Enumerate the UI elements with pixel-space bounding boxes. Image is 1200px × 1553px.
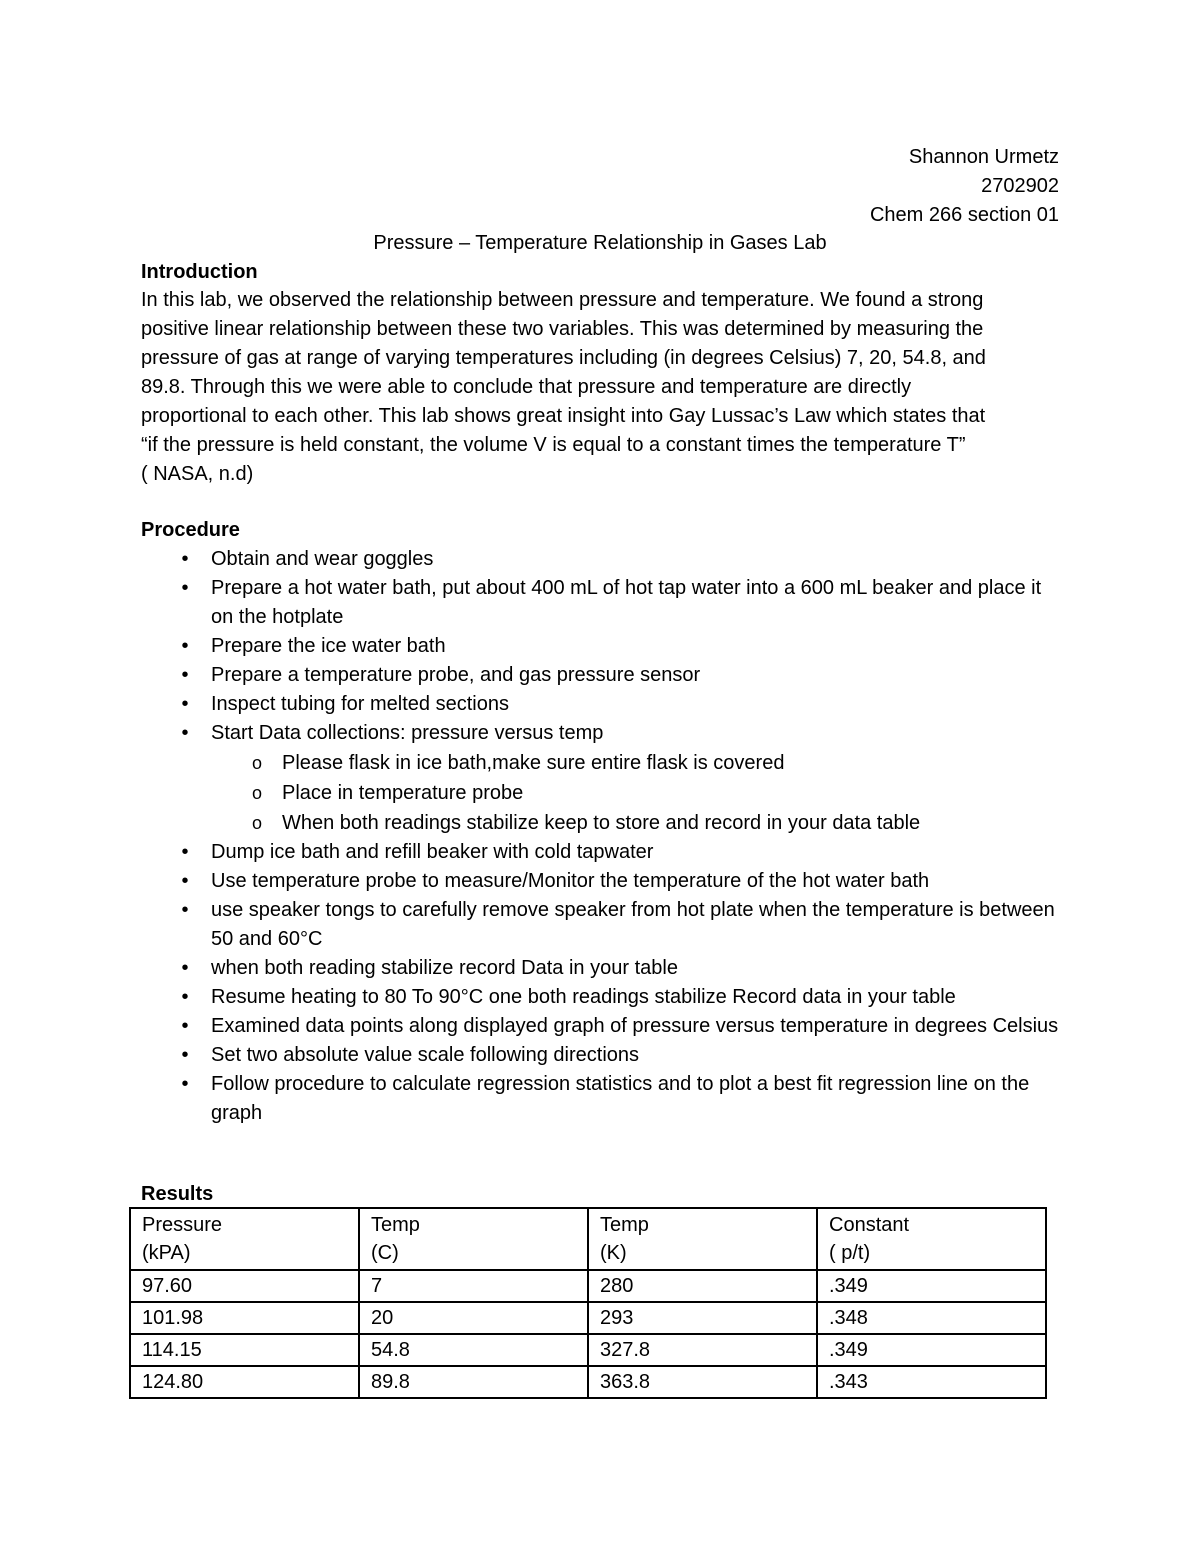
- procedure-step: [141, 661, 1066, 690]
- procedure-step: [141, 545, 1066, 574]
- bullet-icon: •: [181, 1044, 189, 1066]
- procedure-step: [141, 896, 1066, 954]
- procedure-heading: Procedure: [141, 519, 240, 541]
- bullet-icon: •: [181, 986, 189, 1008]
- introduction-line: positive linear relationship between these two variables. This was determined by measuring the: [141, 318, 984, 340]
- column-header-unit: ( p/t): [829, 1242, 871, 1264]
- procedure-substep: [211, 748, 1066, 778]
- bullet-icon: •: [181, 1015, 189, 1037]
- procedure-step: [141, 1012, 1066, 1041]
- results-heading: Results: [141, 1183, 214, 1205]
- introduction-line: proportional to each other. This lab shows great insight into Gay Lussac’s Law which states that: [141, 405, 986, 427]
- bullet-icon: •: [181, 899, 189, 921]
- table-cell: 20: [359, 1302, 588, 1334]
- introduction-line: In this lab, we observed the relationship between pressure and temperature. We found a strong: [141, 289, 984, 311]
- procedure-step: [141, 632, 1066, 661]
- procedure-substep: [211, 808, 1066, 838]
- table-cell: 54.8: [359, 1334, 588, 1366]
- procedure-step: [141, 719, 1066, 838]
- procedure-step-text: use speaker tongs to carefully remove speaker from hot plate when the temperature is between 50 and 60°C: [211, 899, 1055, 950]
- table-cell: .349: [817, 1334, 1046, 1366]
- column-header-label: Pressure: [142, 1214, 223, 1236]
- procedure-step-text: Set two absolute value scale following directions: [211, 1044, 640, 1066]
- procedure-step: [141, 838, 1066, 867]
- table-header-cell: [817, 1208, 1046, 1270]
- procedure-step-text: Obtain and wear goggles: [211, 548, 434, 570]
- table-cell: .343: [817, 1366, 1046, 1398]
- table-row: [130, 1334, 1046, 1366]
- table-cell: 101.98: [130, 1302, 359, 1334]
- procedure-step-text: Inspect tubing for melted sections: [211, 693, 509, 715]
- table-cell: 293: [588, 1302, 817, 1334]
- procedure-step: [141, 954, 1066, 983]
- bullet-icon: •: [181, 841, 189, 863]
- procedure-step-text: Start Data collections: pressure versus temp: [211, 722, 604, 744]
- procedure-step: [141, 1041, 1066, 1070]
- bullet-icon: •: [181, 957, 189, 979]
- column-header-label: Constant: [829, 1214, 910, 1236]
- procedure-step: [141, 690, 1066, 719]
- procedure-step-text: Examined data points along displayed graph of pressure versus temperature in degrees Celsius: [211, 1015, 1059, 1037]
- bullet-icon: •: [181, 548, 189, 570]
- column-header-label: Temp: [600, 1214, 649, 1236]
- table-header-cell: [359, 1208, 588, 1270]
- results-table: [129, 1207, 1047, 1399]
- procedure-substep: [211, 778, 1066, 808]
- procedure-step: [141, 1070, 1066, 1128]
- bullet-icon: •: [181, 693, 189, 715]
- table-row: [130, 1270, 1046, 1302]
- introduction-paragraph: [141, 286, 1066, 489]
- procedure-substep-text: When both readings stabilize keep to store and record in your data table: [282, 812, 921, 834]
- table-cell: 327.8: [588, 1334, 817, 1366]
- column-header-label: Temp: [371, 1214, 420, 1236]
- procedure-substep-list: [211, 748, 1066, 838]
- student-id: 2702902: [981, 175, 1059, 197]
- table-row: [130, 1302, 1046, 1334]
- course-section: Chem 266 section 01: [869, 204, 1059, 226]
- table-cell: .348: [817, 1302, 1046, 1334]
- bullet-icon: •: [181, 635, 189, 657]
- hollow-bullet-icon: o: [251, 753, 262, 773]
- column-header-unit: (kPA): [142, 1242, 191, 1264]
- procedure-step: [141, 867, 1066, 896]
- introduction-line: pressure of gas at range of varying temperatures including (in degrees Celsius) 7, 20, 54.8, and: [141, 347, 986, 369]
- procedure-step-text: Prepare a hot water bath, put about 400 mL of hot tap water into a 600 mL beaker and place it on the hotplate: [211, 577, 1042, 628]
- hollow-bullet-icon: o: [251, 813, 262, 833]
- procedure-step: [141, 983, 1066, 1012]
- table-cell: 97.60: [130, 1270, 359, 1302]
- procedure-substep-text: Please flask in ice bath,make sure entire flask is covered: [282, 752, 785, 774]
- column-header-unit: (K): [600, 1242, 627, 1264]
- column-header-unit: (C): [371, 1242, 399, 1264]
- bullet-icon: •: [181, 722, 189, 744]
- bullet-icon: •: [181, 1073, 189, 1095]
- author-name: Shannon Urmetz: [908, 146, 1059, 168]
- table-cell: 89.8: [359, 1366, 588, 1398]
- table-cell: .349: [817, 1270, 1046, 1302]
- introduction-line: “if the pressure is held constant, the volume V is equal to a constant times the temperature T”: [141, 434, 966, 456]
- table-header-row: [130, 1208, 1046, 1270]
- procedure-step-text: Prepare the ice water bath: [211, 635, 446, 657]
- document-title: Pressure – Temperature Relationship in Gases Lab: [373, 232, 827, 254]
- hollow-bullet-icon: o: [251, 783, 262, 803]
- procedure-step-text: when both reading stabilize record Data in your table: [211, 957, 678, 979]
- table-cell: 124.80: [130, 1366, 359, 1398]
- table-cell: 7: [359, 1270, 588, 1302]
- table-cell: 363.8: [588, 1366, 817, 1398]
- bullet-icon: •: [181, 870, 189, 892]
- procedure-step-text: Follow procedure to calculate regression statistics and to plot a best fit regression line on the graph: [211, 1073, 1030, 1124]
- procedure-step-text: Dump ice bath and refill beaker with cold tapwater: [211, 841, 654, 863]
- introduction-line: 89.8. Through this we were able to conclude that pressure and temperature are directly: [141, 376, 912, 398]
- bullet-icon: •: [181, 664, 189, 686]
- procedure-step: [141, 574, 1066, 632]
- table-header-cell: [130, 1208, 359, 1270]
- introduction-heading: Introduction: [141, 261, 258, 283]
- procedure-step-text: Use temperature probe to measure/Monitor the temperature of the hot water bath: [211, 870, 930, 892]
- procedure-substep-text: Place in temperature probe: [282, 782, 524, 804]
- table-cell: 280: [588, 1270, 817, 1302]
- procedure-list: [141, 545, 1066, 1128]
- procedure-step-text: Resume heating to 80 To 90°C one both readings stabilize Record data in your table: [211, 986, 956, 1008]
- table-header-cell: [588, 1208, 817, 1270]
- introduction-line: ( NASA, n.d): [141, 463, 254, 485]
- procedure-step-text: Prepare a temperature probe, and gas pressure sensor: [211, 664, 701, 686]
- bullet-icon: •: [181, 577, 189, 599]
- table-cell: 114.15: [130, 1334, 359, 1366]
- table-row: [130, 1366, 1046, 1398]
